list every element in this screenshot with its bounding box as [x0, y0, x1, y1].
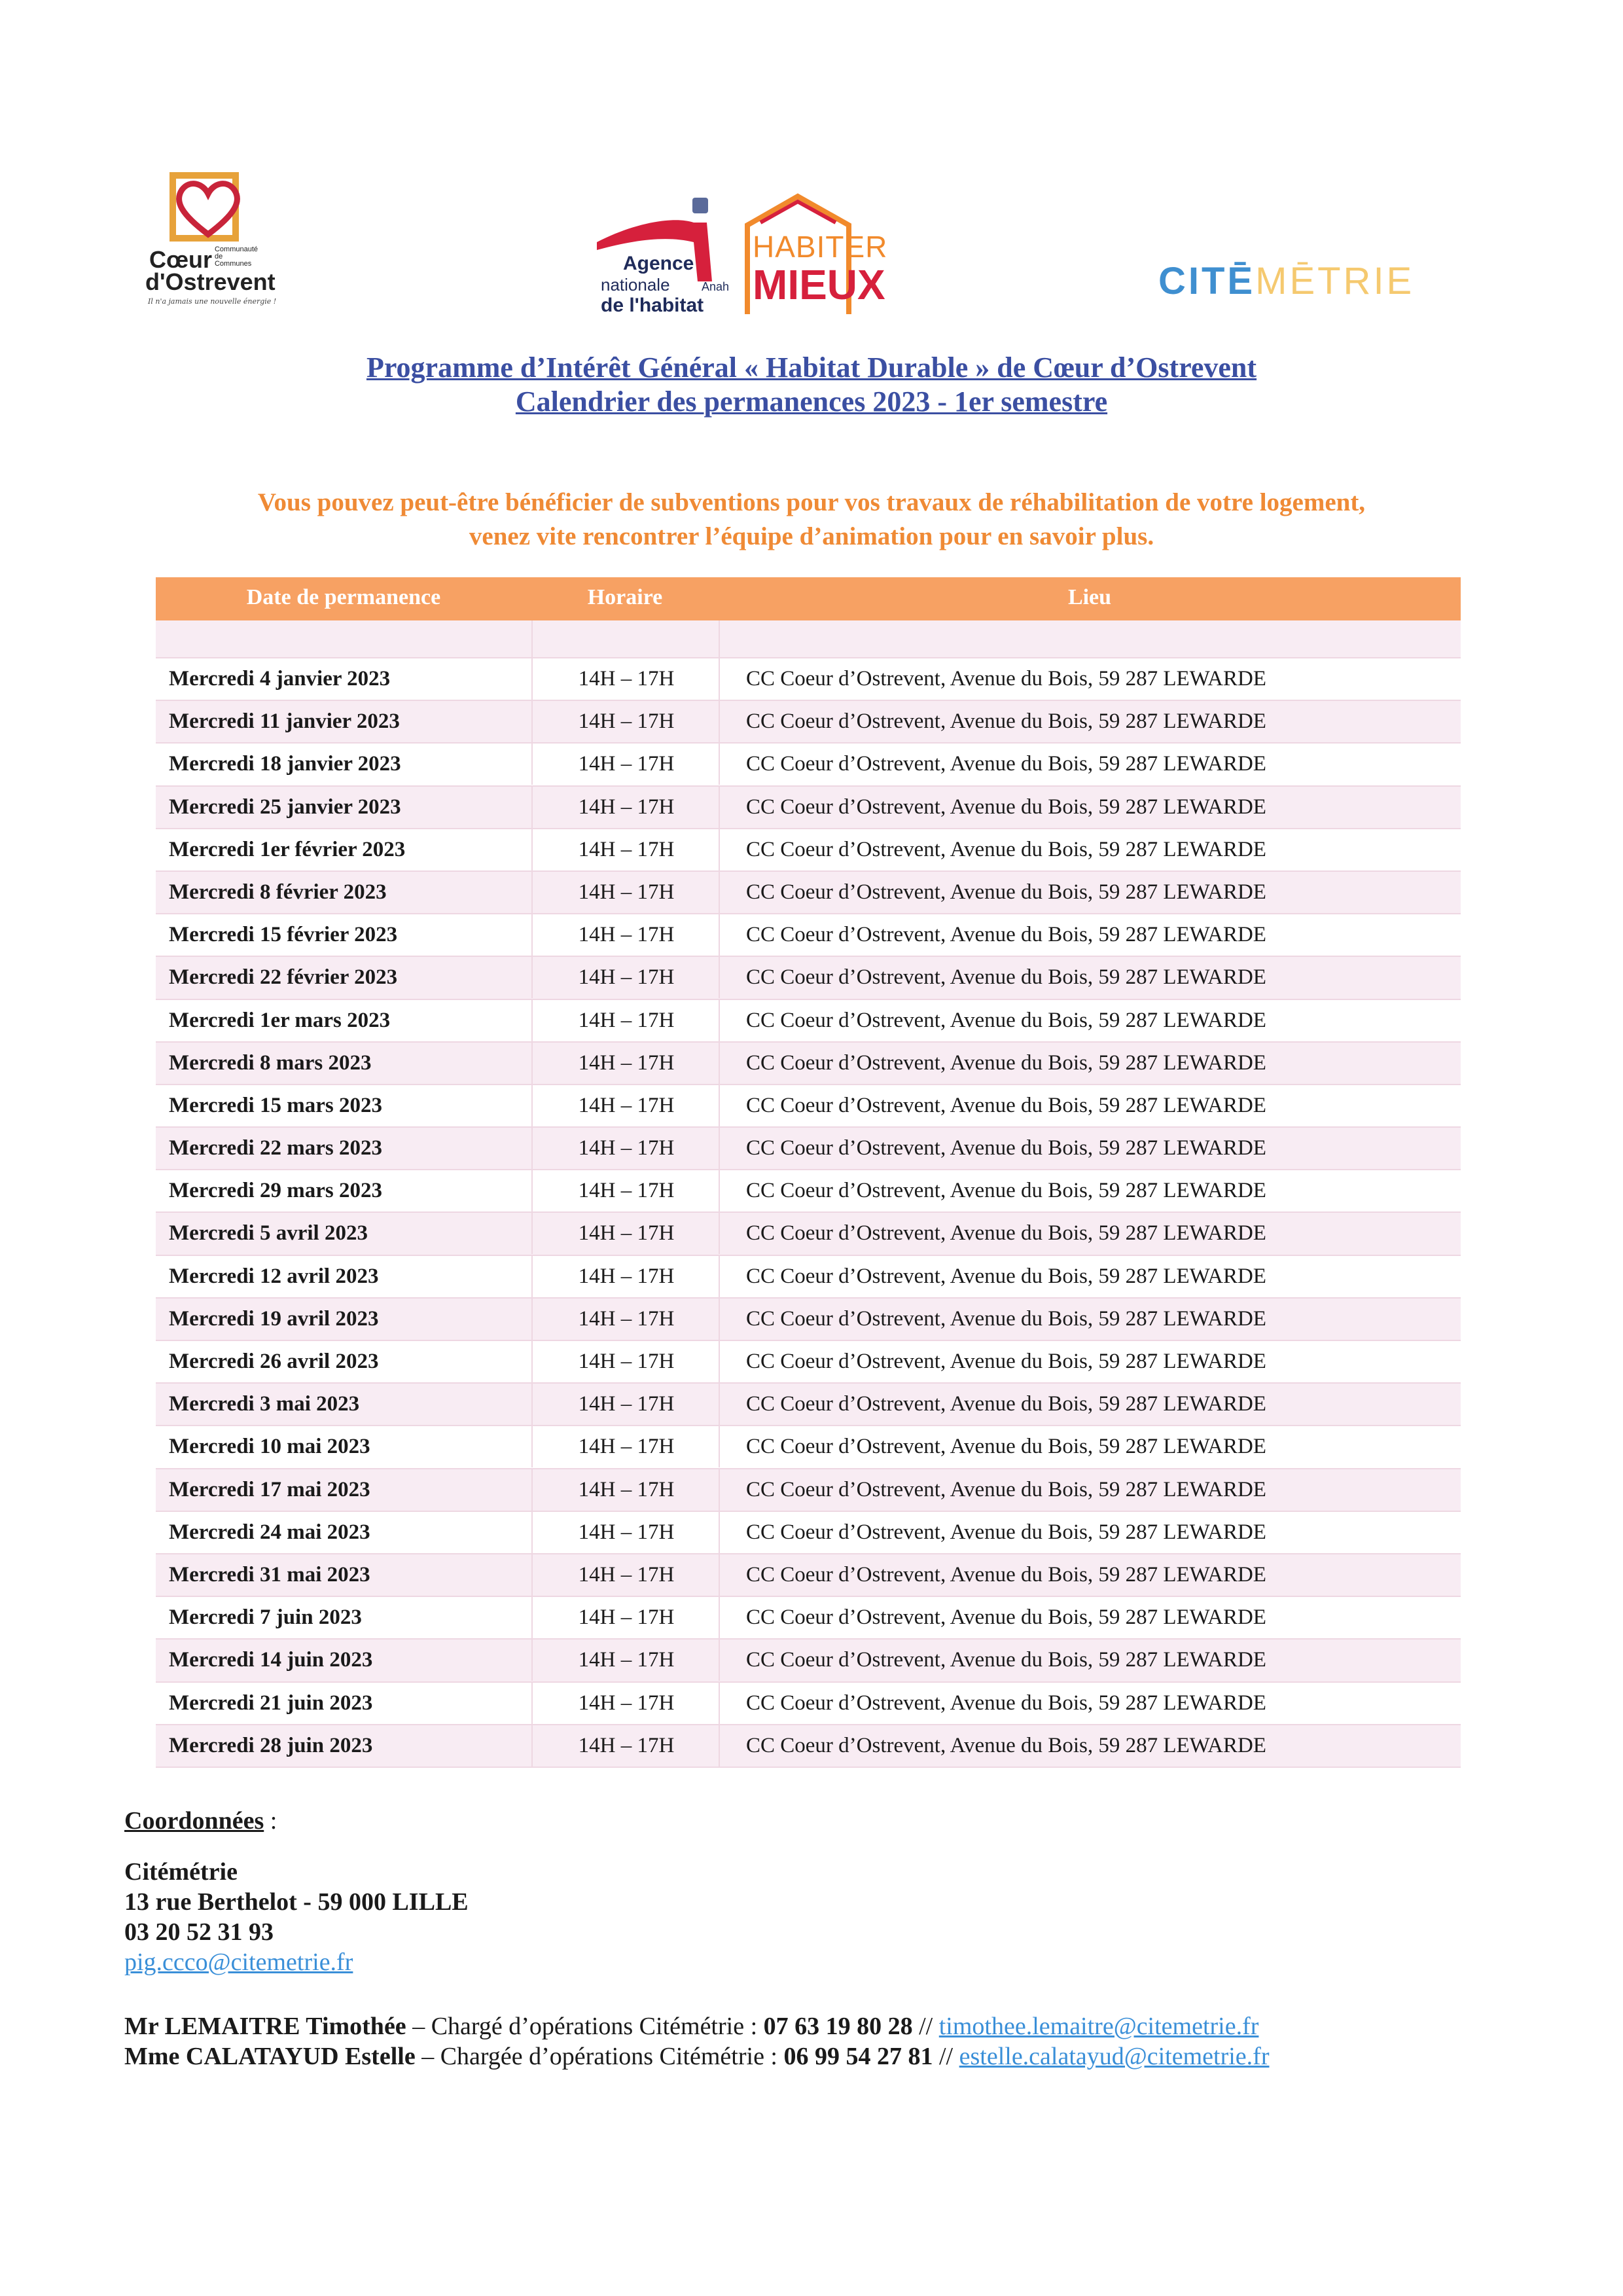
- table-row: [156, 1683, 1461, 1725]
- row-date: Mercredi 18 janvier 2023: [169, 752, 401, 776]
- table-row: [156, 829, 1461, 872]
- row-date: Mercredi 8 mars 2023: [169, 1050, 372, 1075]
- person-email-link[interactable]: estelle.calatayud@citemetrie.fr: [959, 2043, 1270, 2070]
- row-horaire: 14H – 17H: [531, 957, 720, 998]
- row-lieu: CC Coeur d’Ostrevent, Avenue du Bois, 59 287 LEWARDE: [719, 701, 1266, 742]
- row-horaire: 14H – 17H: [531, 1043, 720, 1084]
- row-lieu: CC Coeur d’Ostrevent, Avenue du Bois, 59 287 LEWARDE: [719, 1043, 1266, 1084]
- table-row: [156, 1426, 1461, 1469]
- table-row: [156, 658, 1461, 701]
- row-lieu: CC Coeur d’Ostrevent, Avenue du Bois, 59 287 LEWARDE: [719, 1128, 1266, 1169]
- table-row: [156, 1256, 1461, 1299]
- contact-email-link[interactable]: pig.ccco@citemetrie.fr: [124, 1948, 353, 1976]
- row-date: Mercredi 10 mai 2023: [169, 1435, 370, 1459]
- contact-person-1: [124, 2012, 1258, 2041]
- row-lieu: CC Coeur d’Ostrevent, Avenue du Bois, 59 287 LEWARDE: [719, 872, 1266, 913]
- intro-line1: Vous pouvez peut-être bénéficier de subventions pour vos travaux de réhabilitation de votre logement,: [257, 488, 1366, 516]
- header-date: Date de permanence: [246, 585, 441, 609]
- row-lieu: CC Coeur d’Ostrevent, Avenue du Bois, 59 287 LEWARDE: [719, 829, 1266, 870]
- row-horaire: 14H – 17H: [531, 872, 720, 913]
- row-lieu: CC Coeur d’Ostrevent, Avenue du Bois, 59 287 LEWARDE: [719, 1469, 1266, 1511]
- row-lieu: CC Coeur d’Ostrevent, Avenue du Bois, 59 287 LEWARDE: [719, 1640, 1266, 1681]
- row-lieu: CC Coeur d’Ostrevent, Avenue du Bois, 59 287 LEWARDE: [719, 1213, 1266, 1254]
- row-date: Mercredi 5 avril 2023: [169, 1221, 368, 1246]
- anah-habitat: de l'habitat: [601, 295, 704, 316]
- citemetrie-logo: [1158, 259, 1414, 303]
- table-row: [156, 1213, 1461, 1255]
- anah-agence: Agence: [623, 253, 694, 274]
- row-lieu: CC Coeur d’Ostrevent, Avenue du Bois, 59 287 LEWARDE: [719, 1725, 1266, 1767]
- row-lieu: CC Coeur d’Ostrevent, Avenue du Bois, 59 287 LEWARDE: [719, 1683, 1266, 1724]
- person-name: Mr LEMAITRE Timothée: [124, 2013, 406, 2040]
- permanence-table: [156, 577, 1461, 1768]
- table-row: [156, 1725, 1461, 1768]
- person-role: – Chargée d’opérations Citémétrie :: [415, 2043, 784, 2070]
- table-row: [156, 1640, 1461, 1682]
- person-email-link[interactable]: timothee.lemaitre@citemetrie.fr: [938, 2013, 1259, 2040]
- table-row: [156, 957, 1461, 999]
- row-date: Mercredi 12 avril 2023: [169, 1264, 379, 1288]
- row-date: Mercredi 4 janvier 2023: [169, 667, 391, 691]
- row-date: Mercredi 1er février 2023: [169, 837, 406, 861]
- header-horaire: Horaire: [587, 585, 663, 609]
- row-lieu: CC Coeur d’Ostrevent, Avenue du Bois, 59 287 LEWARDE: [719, 1512, 1266, 1553]
- table-row: [156, 1128, 1461, 1170]
- row-horaire: 14H – 17H: [531, 787, 720, 828]
- contact-address: 13 rue Berthelot - 59 000 LILLE: [124, 1888, 469, 1916]
- row-date: Mercredi 29 mars 2023: [169, 1179, 382, 1203]
- coeur-logo-line1: Cœur: [149, 246, 212, 273]
- row-horaire: 14H – 17H: [531, 1341, 720, 1382]
- coeur-logo-tagline: Il n'a jamais une nouvelle énergie !: [148, 297, 277, 306]
- row-date: Mercredi 7 juin 2023: [169, 1605, 362, 1630]
- row-date: Mercredi 15 février 2023: [169, 923, 398, 947]
- table-row: [156, 1341, 1461, 1384]
- row-horaire: 14H – 17H: [531, 1128, 720, 1169]
- citemetrie-logo-part1: CITĒ: [1158, 260, 1256, 302]
- citemetrie-logo-part2: MĒTRIE: [1255, 260, 1415, 302]
- row-lieu: CC Coeur d’Ostrevent, Avenue du Bois, 59 287 LEWARDE: [719, 658, 1266, 700]
- row-horaire: 14H – 17H: [531, 829, 720, 870]
- row-lieu: CC Coeur d’Ostrevent, Avenue du Bois, 59 287 LEWARDE: [719, 1256, 1266, 1297]
- table-header: [156, 577, 1461, 620]
- anah-nationale: nationale: [601, 275, 670, 295]
- row-lieu: CC Coeur d’Ostrevent, Avenue du Bois, 59 287 LEWARDE: [719, 787, 1266, 828]
- contact-heading: Coordonnées: [124, 1807, 264, 1835]
- row-horaire: 14H – 17H: [531, 744, 720, 785]
- row-date: Mercredi 11 janvier 2023: [169, 709, 400, 734]
- row-date: Mercredi 1er mars 2023: [169, 1008, 391, 1032]
- row-date: Mercredi 21 juin 2023: [169, 1691, 373, 1715]
- table-row: [156, 1299, 1461, 1341]
- contact-heading-colon: :: [264, 1807, 277, 1835]
- person-phone: 07 63 19 80 28: [763, 2013, 913, 2040]
- row-lieu: CC Coeur d’Ostrevent, Avenue du Bois, 59 287 LEWARDE: [719, 1299, 1266, 1340]
- table-spacer-row: [156, 620, 1461, 658]
- row-date: Mercredi 8 février 2023: [169, 880, 387, 904]
- table-row: [156, 787, 1461, 829]
- table-row: [156, 1170, 1461, 1213]
- row-horaire: 14H – 17H: [531, 1512, 720, 1553]
- table-row: [156, 1554, 1461, 1597]
- row-horaire: 14H – 17H: [531, 1469, 720, 1511]
- row-date: Mercredi 26 avril 2023: [169, 1350, 379, 1373]
- coeur-logo-small: Communauté de Communes: [214, 245, 259, 268]
- row-date: Mercredi 15 mars 2023: [169, 1093, 382, 1117]
- contact-phone: 03 20 52 31 93: [124, 1918, 274, 1946]
- row-lieu: CC Coeur d’Ostrevent, Avenue du Bois, 59 287 LEWARDE: [719, 1085, 1266, 1126]
- table-row: [156, 701, 1461, 744]
- row-date: Mercredi 25 janvier 2023: [169, 795, 401, 819]
- row-date: Mercredi 24 mai 2023: [169, 1520, 370, 1544]
- row-horaire: 14H – 17H: [531, 1640, 720, 1681]
- anah-logo: [596, 196, 746, 321]
- person-sep: //: [912, 2013, 939, 2040]
- row-date: Mercredi 19 avril 2023: [169, 1306, 379, 1331]
- row-horaire: 14H – 17H: [531, 914, 720, 956]
- header-lieu: Lieu: [1067, 585, 1112, 609]
- row-horaire: 14H – 17H: [531, 1426, 720, 1467]
- table-row: [156, 1512, 1461, 1554]
- row-date: Mercredi 17 mai 2023: [169, 1477, 370, 1501]
- table-row: [156, 914, 1461, 957]
- row-lieu: CC Coeur d’Ostrevent, Avenue du Bois, 59 287 LEWARDE: [719, 1000, 1266, 1041]
- table-body: [156, 658, 1461, 1768]
- row-date: Mercredi 28 juin 2023: [169, 1733, 373, 1757]
- row-date: Mercredi 22 février 2023: [169, 965, 398, 990]
- row-lieu: CC Coeur d’Ostrevent, Avenue du Bois, 59 287 LEWARDE: [719, 1597, 1266, 1638]
- person-name: Mme CALATAYUD Estelle: [124, 2043, 416, 2070]
- table-row: [156, 1384, 1461, 1426]
- table-row: [156, 1043, 1461, 1085]
- row-lieu: CC Coeur d’Ostrevent, Avenue du Bois, 59 287 LEWARDE: [719, 744, 1266, 785]
- row-lieu: CC Coeur d’Ostrevent, Avenue du Bois, 59 287 LEWARDE: [719, 1426, 1266, 1467]
- row-date: Mercredi 14 juin 2023: [169, 1648, 373, 1672]
- intro-line2: venez vite rencontrer l’équipe d’animation pour en savoir plus.: [469, 522, 1154, 550]
- row-date: Mercredi 31 mai 2023: [169, 1562, 370, 1587]
- table-row: [156, 1085, 1461, 1128]
- row-lieu: CC Coeur d’Ostrevent, Avenue du Bois, 59 287 LEWARDE: [719, 957, 1266, 998]
- row-horaire: 14H – 17H: [531, 1085, 720, 1126]
- habiter-mieux-logo: [741, 192, 888, 317]
- row-horaire: 14H – 17H: [531, 701, 720, 742]
- row-lieu: CC Coeur d’Ostrevent, Avenue du Bois, 59 287 LEWARDE: [719, 1384, 1266, 1425]
- row-date: Mercredi 3 mai 2023: [169, 1392, 360, 1416]
- row-horaire: 14H – 17H: [531, 1170, 720, 1211]
- row-lieu: CC Coeur d’Ostrevent, Avenue du Bois, 59 287 LEWARDE: [719, 1170, 1266, 1211]
- coeur-dostrevent-logo: [145, 169, 277, 306]
- table-row: [156, 744, 1461, 786]
- table-row: [156, 1597, 1461, 1640]
- row-horaire: 14H – 17H: [531, 1554, 720, 1596]
- person-sep: //: [933, 2043, 959, 2070]
- row-lieu: CC Coeur d’Ostrevent, Avenue du Bois, 59 287 LEWARDE: [719, 914, 1266, 956]
- row-horaire: 14H – 17H: [531, 1725, 720, 1767]
- person-phone: 06 99 54 27 81: [783, 2043, 933, 2070]
- row-horaire: 14H – 17H: [531, 1597, 720, 1638]
- coeur-logo-line2: d'Ostrevent: [145, 268, 276, 295]
- row-horaire: 14H – 17H: [531, 658, 720, 700]
- table-row: [156, 1000, 1461, 1043]
- heart-logo-icon: [169, 169, 247, 247]
- row-horaire: 14H – 17H: [531, 1213, 720, 1254]
- habiter-text: HABITER: [753, 230, 888, 264]
- row-horaire: 14H – 17H: [531, 1384, 720, 1425]
- row-horaire: 14H – 17H: [531, 1256, 720, 1297]
- row-lieu: CC Coeur d’Ostrevent, Avenue du Bois, 59 287 LEWARDE: [719, 1554, 1266, 1596]
- page-title-line1: Programme d’Intérêt Général « Habitat Durable » de Cœur d’Ostrevent: [366, 351, 1257, 384]
- row-date: Mercredi 22 mars 2023: [169, 1136, 382, 1160]
- row-horaire: 14H – 17H: [531, 1299, 720, 1340]
- table-row: [156, 1469, 1461, 1512]
- table-row: [156, 872, 1461, 914]
- row-horaire: 14H – 17H: [531, 1683, 720, 1724]
- contact-org: Citémétrie: [124, 1858, 238, 1886]
- anah-short: Anah: [702, 280, 730, 293]
- row-lieu: CC Coeur d’Ostrevent, Avenue du Bois, 59 287 LEWARDE: [719, 1341, 1266, 1382]
- row-horaire: 14H – 17H: [531, 1000, 720, 1041]
- page-title-line2: Calendrier des permanences 2023 - 1er semestre: [515, 386, 1108, 418]
- person-role: – Chargé d’opérations Citémétrie :: [406, 2013, 764, 2040]
- mieux-text: MIEUX: [753, 261, 885, 308]
- contact-person-2: [124, 2042, 1269, 2071]
